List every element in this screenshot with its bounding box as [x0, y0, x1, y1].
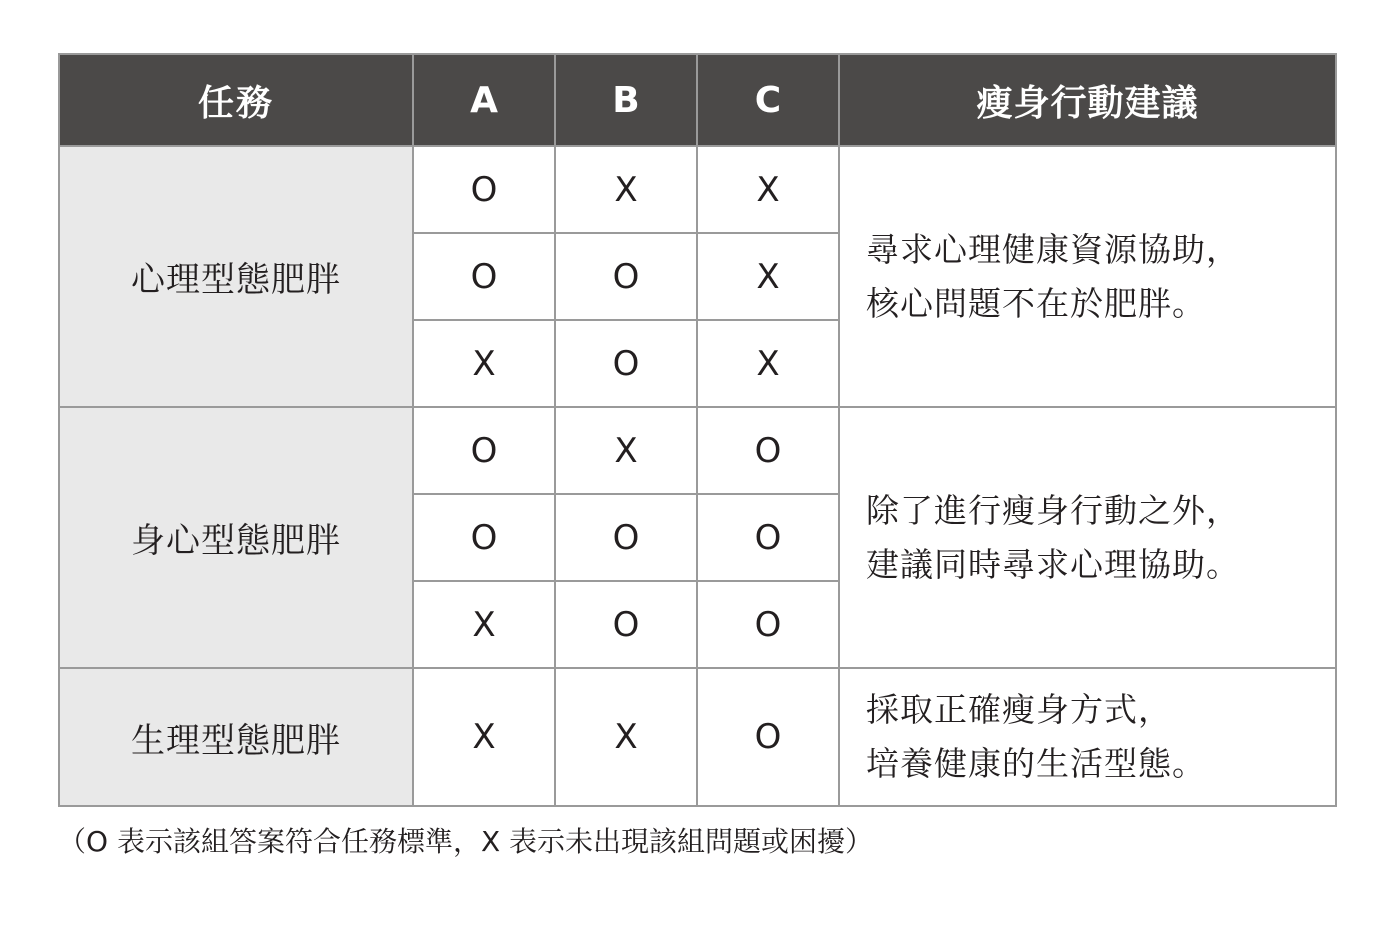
mark-cell: X: [413, 581, 555, 668]
mark-cell: O: [697, 668, 839, 806]
mark-cell: X: [413, 320, 555, 407]
mark-cell: O: [697, 407, 839, 494]
mark-cell: O: [413, 407, 555, 494]
mark-cell: O: [555, 581, 697, 668]
mark-cell: X: [555, 668, 697, 806]
obesity-type-table: [58, 53, 1337, 807]
type-cell-mind-body: 身心型態肥胖: [59, 407, 413, 668]
mark-cell: X: [413, 668, 555, 806]
mark-cell: X: [697, 233, 839, 320]
mark-cell: X: [697, 320, 839, 407]
advice-line: 核心問題不在於肥胖。: [866, 283, 1206, 323]
header-c: C: [697, 54, 839, 146]
advice-line: 尋求心理健康資源協助，: [866, 229, 1240, 269]
mark-cell: X: [697, 146, 839, 233]
mark-cell: X: [555, 146, 697, 233]
type-cell-physiological: 生理型態肥胖: [59, 668, 413, 806]
mark-cell: O: [697, 494, 839, 581]
advice-line: 建議同時尋求心理協助。: [866, 544, 1240, 584]
header-advice: 瘦身行動建議: [839, 54, 1336, 146]
table-row: [59, 407, 1336, 494]
advice-line: 採取正確瘦身方式，: [866, 690, 1172, 729]
advice-line: 培養健康的生活型態。: [866, 744, 1206, 783]
advice-cell-psychological: [839, 146, 1336, 407]
table-row: [59, 668, 1336, 806]
header-b: B: [555, 54, 697, 146]
table-footnote: （O 表示該組答案符合任務標準，X 表示未出現該組問題或困擾）: [58, 825, 874, 858]
type-cell-psychological: 心理型態肥胖: [59, 146, 413, 407]
table-row: [59, 146, 1336, 233]
header-a: A: [413, 54, 555, 146]
mark-cell: X: [555, 407, 697, 494]
header-task: 任務: [59, 54, 413, 146]
header-row: [59, 54, 1336, 146]
mark-cell: O: [697, 581, 839, 668]
mark-cell: O: [413, 146, 555, 233]
mark-cell: O: [555, 494, 697, 581]
mark-cell: O: [413, 233, 555, 320]
advice-cell-mind-body: [839, 407, 1336, 668]
mark-cell: O: [555, 320, 697, 407]
mark-cell: O: [555, 233, 697, 320]
advice-line: 除了進行瘦身行動之外，: [866, 490, 1240, 530]
mark-cell: O: [413, 494, 555, 581]
advice-cell-physiological: [839, 668, 1336, 806]
